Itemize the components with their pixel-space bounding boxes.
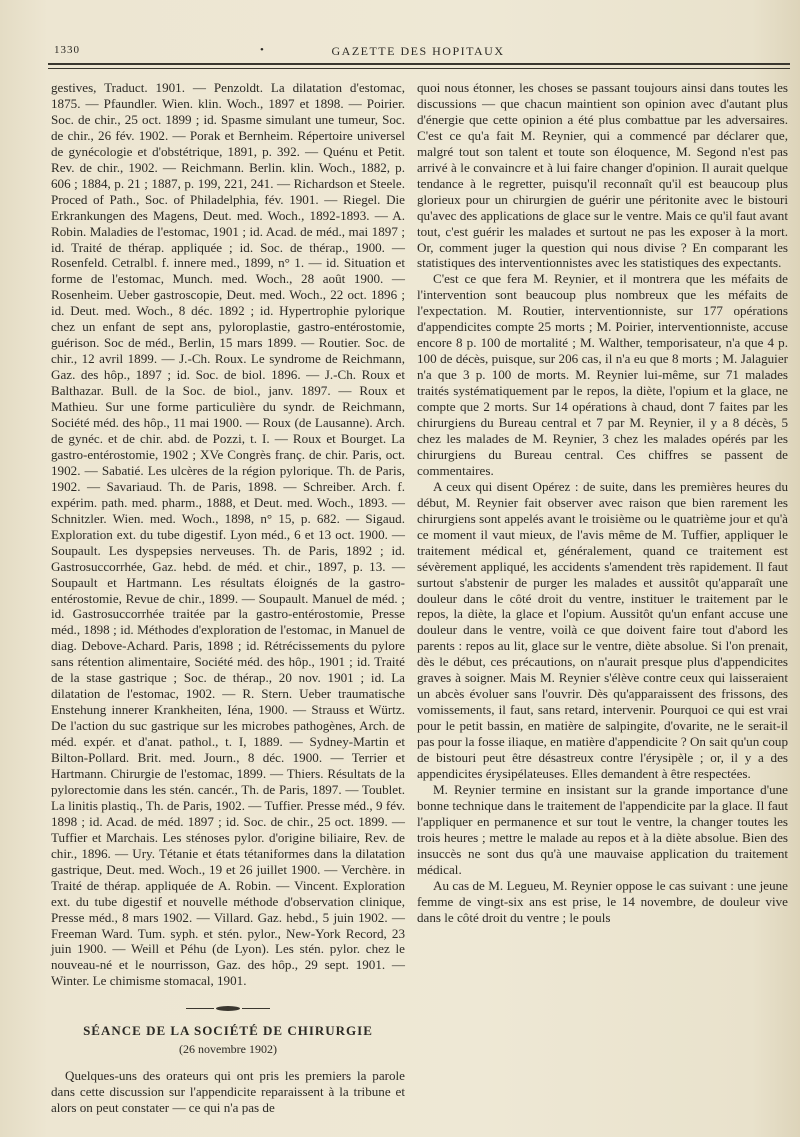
section-title: SÉANCE DE LA SOCIÉTÉ DE CHIRURGIE xyxy=(83,1023,373,1039)
header-dot: • xyxy=(260,44,264,56)
right-column xyxy=(417,80,788,926)
section-date: (26 novembre 1902) xyxy=(179,1042,277,1057)
article-paragraph: M. Reynier termine en insistant sur la grande importance d'une bonne technique dans le traitement de l'appendicite par la glace. Il faut l'appliquer en permanence et sur tout le ventre, la changer toutes les trois heures ; mettre le malade au repos et à la diète absolue. Bien des insuccès ne sont dus qu'à une mauvaise application du traitement médical. xyxy=(417,781,788,877)
section-ornament xyxy=(51,1005,405,1011)
journal-title: GAZETTE DES HOPITAUX xyxy=(331,44,505,58)
article-paragraph: C'est ce que fera M. Reynier, et il montrera que les méfaits de l'intervention sont beaucoup plus nombreux que les méfaits de l'expectation. M. Routier, interventionniste, sur 177 opérations d'appendicites compte 25 morts ; M. Poirier, interventionniste, accuse encore 8 p. 100 de mortalité ; M. Walther, temporisateur, n'a que 4 p. 100 de décès, puisque, sur 206 cas, il n'a eu que 8 morts ; M. Jalaguier n'a que 3 p. 100 de morts. M. Reynier lui-même, sur 71 malades traités systématiquement par le repos, la diète, l'opium et la glace, ne compte que 2 morts. Sur 14 opérations à chaud, dont 7 faites par les chirurgiens du Bureau central et 7 par M. Reynier, il y a 8 décès, 5 chez les malades de M. Reynier, 3 chez les malades opérés par les chirurgiens du Bureau central. Ces chiffres se passent de commentaires. xyxy=(417,271,788,478)
header-rule-thin xyxy=(48,68,790,69)
bibliography-references: gestives, Traduct. 1901. — Penzoldt. La dilatation d'estomac, 1875. — Pfaundler. Wien. klin. Woch., 1897 et 1898. — Poirier. Soc. de chir., 25 oct. 1899 ; id. Spasme simulant une tumeur, Soc. de chir., 26 fév. 1902. — Porak et Bernheim. Répertoire universel de gynécologie et d'obstétrique, 1891, p. 392. — Quénu et Petit. Rev. de chir., 1902. — Reichmann. Berlin. klin. Woch., 1882, p. 606 ; 1884, p. 21 ; 1887, p. 199, 221, 241. — Richardson et Steele. Proced of Path., Soc. of Philadelphia, fév. 1901. — Riegel. Die Erkrankungen des Magens, Deut. med. Woch., 1892-1893. — A. Robin. Maladies de l'estomac, 1901 ; id. Acad. de méd., mai 1897 ; id. Traité de thérap. appliquée ; id. Soc. de thérap., 1900. — Rosenfeld. Cetralbl. f. innere med., 1899, n° 1. — id. Situation et forme de l'estomac, Munch. med. Woch., 28 août 1900. — Rosenheim. Ueber gastroscopie, Deut. med. Woch., 22 oct. 1896 ; id. Deut. med. Woch., 8 déc. 1892 ; id. Hypertrophie pylorique chez un enfant de sept ans, pyloroplastie, gastro-entérostomie, guérison. Soc de méd., Berlin, 15 mars 1899. — Routier. Soc. de chir., 12 avril 1899. — J.-Ch. Roux. Le syndrome de Reichmann, Gaz. des hôp., 1897 ; id. Soc. de biol. 1896. — J.-Ch. Roux et Balthazar. Bull. de la Soc. de biol., janv. 1897. — Roux et Mathieu. Sur une forme particulière du syndr. de Reichmann, Société méd. des hôp., 11 mai 1900. — Roux (de Lausanne). Arch. de gynéc. et de chir. abd. de Pozzi, t. I. — Roux et Bourget. La gastro-entérostomie, 1902 ; XVe Congrès franç. de chir. Paris, oct. 1902. — Sabatié. Les ulcères de la région pylorique. Th. de Paris, 1902. — Savariaud. Th. de Paris, 1898. — Schreiber. Arch. f. expérim. path. med. pharm., 1888, et Deut. med. Woch., 1893. — Schnitzler. Wien. med. Woch., 1898, n° 15, p. 682. — Sigaud. Exploration ext. du tube digestif. Lyon méd., 6 et 13 oct. 1900. — Soupault. Les dyspepsies nerveuses. Th. de Paris, 1892 ; id. Gastrosuccorrhée, Gaz. hebd. de méd. et chir., 1897, p. 13. — Soupault et Hartmann. Les résultats éloignés de la gastro-entérostomie, Revue de chir., 1899. — Soupault. Manuel de méd. ; id. Gastrosuccorrhée traitée par la gastro-entérostomie, Presse méd., 1898 ; id. Méthodes d'exploration de l'estomac, in Manuel de diag. Debove-Achard. Paris, 1898 ; id. Rétrécissements du pylore sans rétention alimentaire, Société méd. des hôp., 1901 ; id. Traité de la stase gastrique ; Soc. de thérap., 20 nov. 1901 ; id. La dilatation de l'estomac, 1902. — R. Stern. Ueber traumatische Enstehung innerer Krankheiten, Iéna, 1900. — Strauss et Würtz. De l'action du suc gastrique sur les microbes pathogènes, Arch. de méd. expér. et d'anat. pathol., t. I, 1889. — Sydney-Martin et Bilton-Pollard. Brit. med. Journ., 8 déc. 1900. — Terrier et Hartmann. Chirurgie de l'estomac, 1899. — Thiers. Résultats de la pylorectomie dans les stén. cancér., Th. de Paris, 1897. — Toublet. La linitis plastiq., Th. de Paris, 1902. — Tuffier. Presse méd., 9 fév. 1898 ; id. Acad. de méd. 1897 ; id. Soc. de chir., 25 oct. 1899. — Tuffier et Marchais. Les sténoses pylor. d'origine biliaire, Rev. de chir., 1896. — Ury. Tétanie et états tétaniformes dans la dilatation gastrique, Deut. med. Woch., 19 et 26 juillet 1900. — Verchère. in Traité de thérap. appliquée de A. Robin. — Vincent. Exploration ext. du tube digestif et nouvelle méthode d'observation clinique, Presse méd., 8 mars 1902. — Villard. Gaz. hebd., 5 juin 1902. — Freeman Ward. Tum. syph. et stén. pylor., New-York Record, 23 juin 1900. — Weill et Péhu (de Lyon). Les stén. pylor. chez le nouveau-né et le nourrisson, Gaz. des hôp., 29 sept. 1901. — Winter. Le chimisme stomacal, 1901. xyxy=(51,80,405,989)
page-number: 1330 xyxy=(54,44,80,56)
article-paragraph: quoi nous étonner, les choses se passant toujours ainsi dans toutes les discussions — que chacun maintient son opinion avec d'autant plus d'énergie que cette opinion a été plus combattue par les adversaires. C'est ce qu'a fait M. Reynier, qui a commencé par déclarer que, malgré tout son talent et toute son éloquence, M. Segond n'est pas arrivé à le convaincre et à lui faire changer d'opinion. Il aurait quelque tendance à le regretter, puisqu'il reconnaît qu'il est beaucoup plus glorieux pour un chirurgien de guérir une péritonite avec le bistouri qu'avec des applications de glace sur le ventre. Mais ce qu'il faut avant tout, c'est guérir les malades et surtout ne pas les exposer à la mort. Or, comment juger la question qui nous divise ? En comparant les statistiques des interventionnistes avec les statistiques des expectants. xyxy=(417,80,788,271)
article-paragraph: Au cas de M. Legueu, M. Reynier oppose le cas suivant : une jeune femme de vingt-six ans est prise, le 14 novembre, de douleur vive dans le côté droit du ventre ; le pouls xyxy=(417,877,788,925)
article-paragraph: A ceux qui disent Opérez : de suite, dans les premières heures du début, M. Reynier fait observer avec raison que bien rarement les chirurgiens sont appelés avant le troisième ou le quatrième jour et qu'à ce moment il vaut mieux, de l'avis même de M. Tuffier, appliquer le traitement médical et, généralement, quand ce traitement est sévèrement appliqué, les accidents s'amendent très rapidement. Il faut surtout s'abstenir de purger les malades et aussitôt qu'apparaît une douleur dans le côté droit du ventre, instituer le traitement par le repos, la diète, la glace et l'opium. Aussitôt qu'un enfant accuse une douleur dans le ventre, voilà ce que doivent faire tout d'abord les parents : repos au lit, glace sur le ventre, diète absolue. Si l'on prenait, dès le début, ces précautions, on n'aurait presque plus d'appendicites graves à soigner. Mais M. Reynier s'élève contre ceux qui laisseraient un abcès évoluer sans l'ouvrir. Dès qu'apparaissent des frissons, des vomissements, il faut, sans retard, intervenir. Pourquoi ce qui est vrai pour le petit bassin, en matière de salpingite, d'ovarite, ne le serait-il pas pour la fosse iliaque, en matière d'appendicite ? On sait qu'un coup de bistouri peut être désastreux contre l'érysipèle ; or, il y a des appendicites érysipélateuses. Elles demandent à être respectées. xyxy=(417,478,788,781)
header-rule-thick xyxy=(48,63,790,65)
left-column xyxy=(51,80,405,1116)
running-header xyxy=(48,44,788,64)
section-intro-paragraph: Quelques-uns des orateurs qui ont pris les premiers la parole dans cette discussion sur l'appendicite reparaissent à la tribune et alors on peut constater — ce qui n'a pas de xyxy=(51,1068,405,1116)
